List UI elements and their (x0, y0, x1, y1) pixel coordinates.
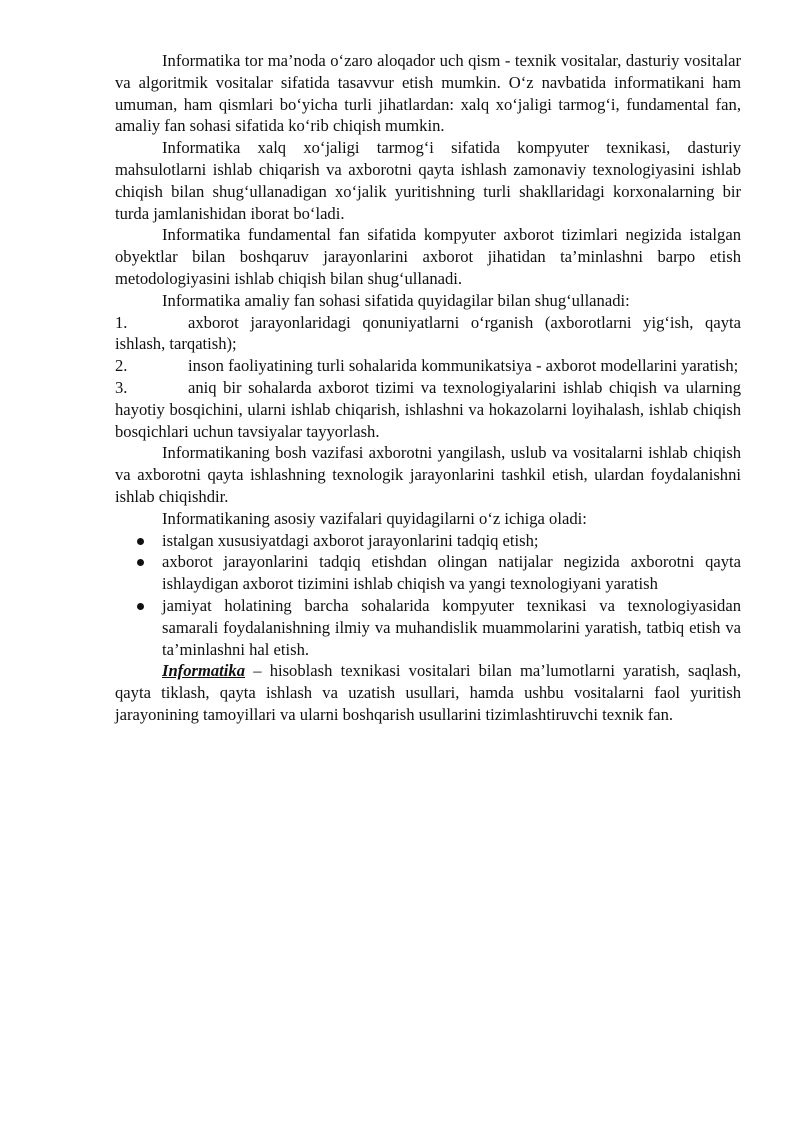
paragraph-fundamental-science: Informatika fundamental fan sifatida kompyuter axborot tizimlari negizida istalgan obyektlar bilan boshqaruv jarayonlarini axborot jihatidan ta’minlashni barpo etish metodologiyasini ishlab chiqish bilan shug‘ullanadi. (115, 225, 741, 288)
list-item-text: inson faoliyatining turli sohalarida kommunikatsiya - axborot modellarini yaratish; (188, 356, 739, 376)
bullet-icon (137, 559, 144, 566)
numbered-list (115, 312, 741, 443)
paragraph-tasks-intro: Informatikaning asosiy vazifalari quyidagilarni o‘z ichiga oladi: (162, 508, 587, 528)
paragraph-applied-science: Informatika amaliy fan sohasi sifatida quyidagilar bilan shug‘ullanadi: (162, 290, 630, 310)
paragraph-main-task: Informatikaning bosh vazifasi axborotni yangilash, uslub va vositalarni ishlab chiqish va axborotni qayta ishlashning texnologik jarayonlarini tashkil etish, ulardan foydalanishni ishlab chiqishdir. (115, 443, 741, 506)
bullet-text: axborot jarayonlarini tadqiq etishdan olingan natijalar negizida axborotni qayta ishlaydigan axborot tizimini ishlab chiqish va yangi texnologiyani yaratish (162, 552, 741, 594)
definition-term: Informatika (162, 661, 245, 681)
paragraph-intro: Informatika tor ma’noda o‘zaro aloqador uch qism - texnik vositalar, dasturiy vositalar va algoritmik vositalar sifatida tasavvur etish mumkin. O‘z navbatida informatikani ham umuman, ham qismlari bo‘yicha turli jihatlardan: xalq xo‘jaligi tarmog‘i, fundamental fan, amaliy fan sohasi sifatida ko‘rib chiqish mumkin. (115, 51, 741, 136)
paragraph-definition (115, 660, 741, 725)
bullet-list (115, 530, 741, 661)
definition-text: hisoblash texnikasi vositalari bilan ma’lumotlarni yaratish, saqlash, qayta tiklash, qayta ishlash va uzatish usullari, hamda ushbu vositalarni faol yuritish jarayonining tamoyillari va ularni boshqarish usullarini tizimlashtiruvchi texnik fan. (115, 661, 741, 724)
bullet-icon (137, 538, 144, 545)
list-item-text: axborot jarayonlaridagi qonuniyatlarni o‘rganish (axborotlarni yig‘ish, qayta ishlash, tarqatish); (115, 312, 741, 354)
definition-dash: – (245, 661, 262, 681)
list-number: 1. (115, 312, 128, 332)
bullet-text: jamiyat holatining barcha sohalarida kompyuter texnikasi va texnologiyasidan samarali foydalanishning ilmiy va muhandislik muammolarini yaratish, tatbiq etish va ta’minlashni hal etish. (162, 595, 741, 659)
paragraph-economy-branch: Informatika xalq xo‘jaligi tarmog‘i sifatida kompyuter texnikasi, dasturiy mahsulotlarni ishlab chiqarish va axborotni qayta ishlash zamonaviy texnologiyasini ishlab chiqish bilan shug‘ullanadigan xo‘jalik yuritishning turli shakllaridagi korxonalarning bir turda jamlanishidan iborat bo‘ladi. (115, 138, 741, 223)
bullet-icon (137, 603, 144, 610)
bullet-list-item (115, 551, 741, 595)
document-page (115, 50, 741, 726)
list-number: 3. (115, 377, 128, 397)
bullet-list-item (115, 595, 741, 660)
numbered-list-item (115, 377, 741, 442)
bullet-text: istalgan xususiyatdagi axborot jarayonlarini tadqiq etish; (162, 530, 539, 550)
numbered-list-item (115, 355, 741, 377)
bullet-list-item (115, 530, 741, 552)
list-number: 2. (115, 356, 128, 376)
list-item-text: aniq bir sohalarda axborot tizimi va texnologiyalarini ishlab chiqish va ularning hayotiy bosqichini, ularni ishlab chiqarish, ishlashni va hokazolarni loyihalash, ishlab chiqish bosqichlari uchun tavsiyalar tayyorlash. (115, 377, 741, 441)
numbered-list-item (115, 312, 741, 356)
